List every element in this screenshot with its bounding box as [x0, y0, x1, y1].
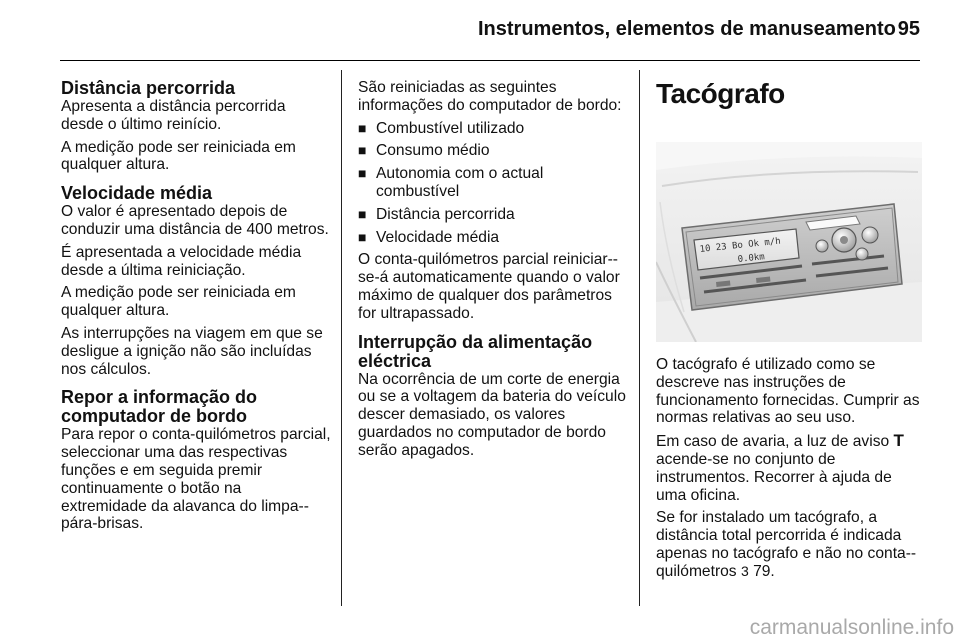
page-header-title: Instrumentos, elementos de manuseamento — [478, 18, 896, 40]
list-item — [358, 165, 628, 201]
square-bullet-icon: ■ — [358, 142, 367, 159]
list-item — [358, 142, 628, 160]
tachograph-warning-icon: T — [893, 431, 904, 451]
paragraph-reiniciadas-intro: São reiniciadas as seguintes informações do computador de bordo: — [358, 79, 622, 114]
page-reference-number[interactable]: 79. — [748, 562, 775, 580]
paragraph-text: Em caso de avaria, a luz de aviso — [656, 433, 894, 451]
list-item-text: Combustível utilizado — [376, 119, 525, 137]
list-item-text: Autonomia com o actual combustível — [376, 165, 544, 200]
list-item — [358, 120, 628, 138]
paragraph-conta-quilometros: O conta-quilómetros parcial reiniciar--se-á automaticamente quando o valor máximo de qualquer dos parâmetros for ultrapassado. — [358, 251, 620, 322]
paragraph-distancia-2: A medição pode ser reiniciada em qualquer altura. — [61, 138, 296, 174]
reset-items-list — [358, 120, 628, 247]
paragraph-text: Se for instalado um tacógrafo, a distância total percorrida é indicada apenas no tacógrafo e não no conta--quilómetros — [656, 509, 917, 580]
heading-tacografo: Tacógrafo — [656, 78, 785, 109]
page-number: 95 — [897, 18, 920, 40]
list-item-text: Consumo médio — [376, 142, 490, 160]
square-bullet-icon: ■ — [358, 119, 367, 136]
heading-distancia-percorrida: Distância percorrida — [61, 78, 236, 98]
list-item — [358, 229, 628, 247]
paragraph-distancia-1: Apresenta a distância percorrida desde o último reinício. — [61, 98, 286, 133]
heading-velocidade-media: Velocidade média — [61, 183, 213, 204]
square-bullet-icon: ■ — [358, 228, 367, 245]
page-reference-arrow-icon: 3 — [740, 562, 749, 579]
paragraph-velocidade-1: O valor é apresentado depois de conduzir uma distância de 400 metros. — [61, 203, 329, 238]
page-header — [60, 0, 920, 61]
list-item-text: Distância percorrida — [376, 205, 515, 223]
paragraph-tacografo-3 — [656, 509, 926, 580]
paragraph-velocidade-3: A medição pode ser reiniciada em qualquer altura. — [61, 284, 296, 320]
heading-repor-informacao: Repor a informação do computador de bordo — [61, 387, 258, 427]
paragraph-repor: Para repor o conta-quilómetros parcial, seleccionar uma das respectivas funções e em seguida premir continuamente o botão na extremidade da alavanca do limpa--pára-brisas. — [61, 426, 331, 533]
paragraph-velocidade-4: As interrupções na viagem em que se desligue a ignição não são incluídas nos cálculos. — [61, 324, 323, 378]
heading-interrupcao-alimentacao: Interrupção da alimentação eléctrica — [358, 331, 593, 371]
display-line-1: 10 23 Bo Ok m/h — [699, 236, 782, 255]
paragraph-tacografo-1: O tacógrafo é utilizado como se descreve nas instruções de funcionamento fornecidas. Cumprir as normas relativas ao seu uso. — [656, 356, 920, 427]
column-divider-1 — [341, 70, 342, 606]
column-divider-2 — [639, 70, 640, 606]
watermark: carmanualsonline.info — [749, 616, 954, 639]
display-line-2: 0.0km — [737, 252, 766, 265]
paragraph-tacografo-2 — [656, 432, 926, 504]
column-middle — [358, 79, 628, 465]
square-bullet-icon: ■ — [358, 165, 367, 182]
paragraph-text: acende-se no conjunto de instrumentos. Recorrer à ajuda de uma oficina. — [656, 450, 892, 504]
paragraph-interrupcao: Na ocorrência de um corte de energia ou se a voltagem da bateria do veículo descer demasiado, os valores guardados no computador de bordo serão apagados. — [358, 370, 626, 459]
column-left — [61, 79, 331, 538]
list-item-text: Velocidade média — [376, 228, 500, 246]
square-bullet-icon: ■ — [358, 205, 367, 222]
tachograph-illustration — [656, 142, 922, 342]
column-right — [656, 79, 926, 586]
paragraph-velocidade-2: É apresentada a velocidade média desde a última reiniciação. — [61, 243, 302, 279]
list-item — [358, 206, 628, 224]
